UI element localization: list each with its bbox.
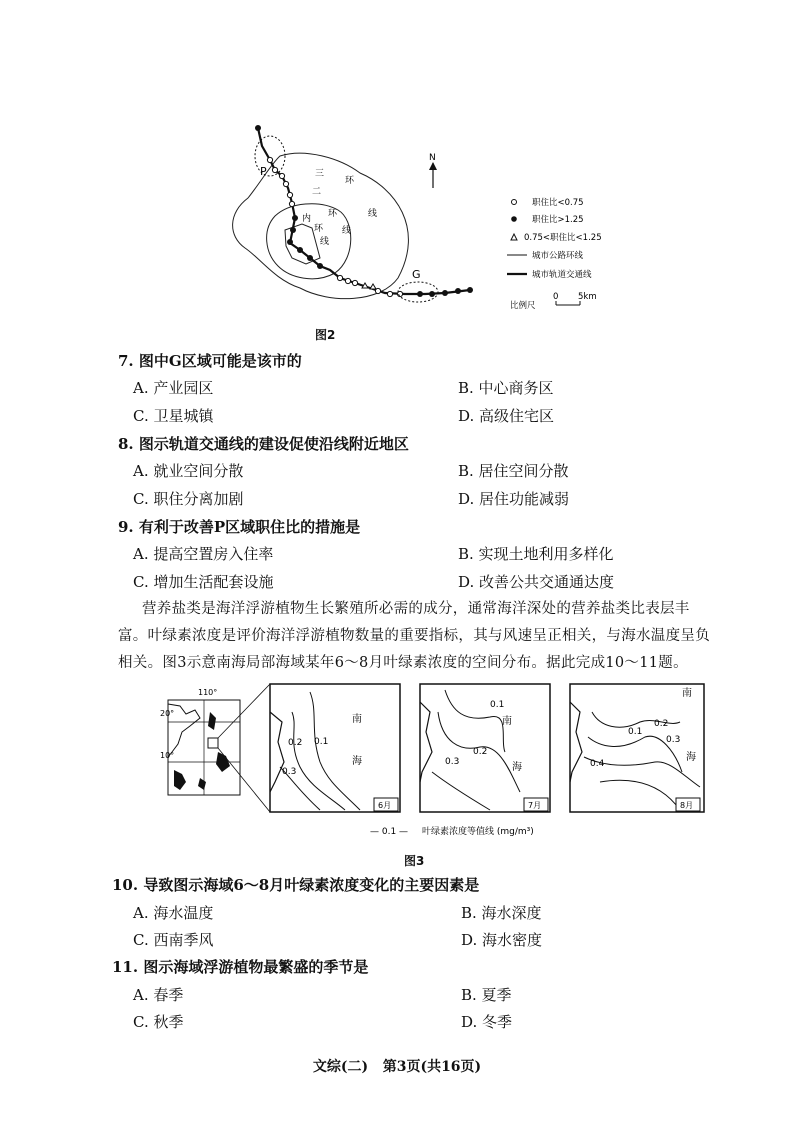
june-label-1: 0.2	[288, 738, 303, 748]
ring3-char: 三	[315, 169, 325, 179]
question-9-stem: 9. 有利于改善P区域职住比的措施是	[118, 518, 361, 536]
isoline-legend-sample: — 0.1 —	[370, 827, 409, 837]
august-label-1: 0.2	[654, 719, 669, 729]
ring3-char: 线	[368, 209, 378, 219]
ring2-char: 线	[342, 226, 352, 236]
stations-low-ratio	[267, 157, 402, 296]
q10-option-c[interactable]: C. 西南季风	[133, 931, 214, 949]
figure2-caption: 图2	[315, 328, 336, 342]
q8-option-a[interactable]: A. 就业空间分散	[133, 462, 244, 480]
ring2-char: 环	[328, 209, 338, 219]
scale-label: 比例尺	[510, 301, 536, 311]
rail-transit-line	[258, 128, 470, 294]
question-8-stem: 8. 图示轨道交通线的建设促使沿线附近地区	[118, 435, 409, 453]
ring1-char: 内	[302, 214, 312, 224]
legend-road: 城市公路环线	[532, 251, 584, 261]
june-month: 6月	[378, 801, 392, 810]
passage-line-2: 富。叶绿素浓度是评价海洋浮游植物数量的重要指标，其与风速呈正相关，与海水温度呈负	[118, 628, 710, 644]
figure2-city-map	[220, 118, 640, 318]
q10-option-b[interactable]: B. 海水深度	[461, 904, 542, 922]
panel-june	[270, 684, 400, 812]
august-label-2: 0.1	[628, 727, 643, 737]
june-label-2: 0.1	[314, 737, 329, 747]
legend-low: 职住比<0.75	[532, 198, 584, 208]
august-sea-2: 海	[686, 752, 696, 763]
july-sea-2: 海	[512, 762, 522, 773]
ring2-char: 二	[312, 187, 322, 197]
july-month: 7月	[528, 801, 542, 810]
inset-lat20: 20°	[160, 709, 175, 718]
q9-option-c[interactable]: C. 增加生活配套设施	[133, 573, 274, 591]
july-label-2: 0.2	[473, 747, 488, 757]
q10-option-d[interactable]: D. 海水密度	[461, 931, 543, 949]
north-arrow-icon	[429, 162, 437, 188]
ring1-char: 线	[320, 237, 330, 247]
july-label-1: 0.1	[490, 700, 505, 710]
q7-option-b[interactable]: B. 中心商务区	[458, 379, 554, 397]
question-7-stem: 7. 图中G区域可能是该市的	[118, 352, 302, 370]
june-sea-2: 海	[352, 756, 362, 767]
scale-zero: 0	[553, 292, 559, 302]
inset-lon: 110°	[198, 688, 218, 697]
q9-option-a[interactable]: A. 提高空置房入住率	[133, 545, 274, 563]
legend-rail: 城市轨道交通线	[532, 270, 592, 280]
august-label-4: 0.4	[590, 759, 605, 769]
q11-option-a[interactable]: A. 春季	[133, 986, 184, 1004]
august-month: 8月	[680, 801, 694, 810]
stations-high-ratio	[255, 125, 473, 297]
q9-option-b[interactable]: B. 实现土地利用多样化	[458, 545, 614, 563]
ring3-char: 环	[345, 176, 355, 186]
figure3-caption: 图3	[404, 854, 425, 868]
north-label: N	[429, 153, 436, 163]
august-sea-1: 南	[682, 688, 692, 699]
q8-option-b[interactable]: B. 居住空间分散	[458, 462, 569, 480]
june-label-3: 0.3	[282, 767, 297, 777]
q7-option-c[interactable]: C. 卫星城镇	[133, 407, 214, 425]
august-label-3: 0.3	[666, 735, 681, 745]
label-p: P	[260, 165, 267, 178]
inset-lat10: 10°	[160, 751, 175, 760]
q8-option-c[interactable]: C. 职住分离加剧	[133, 490, 244, 508]
q7-option-a[interactable]: A. 产业园区	[133, 379, 214, 397]
ring1-char: 环	[314, 224, 324, 234]
q10-option-a[interactable]: A. 海水温度	[133, 904, 214, 922]
inset-locator-map	[168, 684, 270, 812]
legend-mid: 0.75<职住比<1.25	[524, 233, 602, 243]
passage-line-1: 营养盐类是海洋浮游植物生长繁殖所必需的成分，通常海洋深处的营养盐类比表层丰	[142, 601, 690, 617]
q9-option-d[interactable]: D. 改善公共交通通达度	[458, 573, 615, 591]
page-footer: 文综(二) 第3页(共16页)	[312, 1059, 482, 1075]
figure3-chlorophyll-maps	[160, 682, 720, 842]
june-sea-1: 南	[352, 714, 362, 725]
legend-high: 职住比>1.25	[532, 215, 584, 225]
july-label-3: 0.3	[445, 757, 460, 767]
scale-km: 5km	[578, 292, 597, 302]
question-10-stem: 10. 导致图示海域6～8月叶绿素浓度变化的主要因素是	[112, 876, 480, 894]
panel-august	[570, 684, 704, 812]
passage-line-3: 相关。图3示意南海局部海域某年6～8月叶绿素浓度的空间分布。据此完成10～11题。	[118, 655, 688, 671]
question-11-stem: 11. 图示海域浮游植物最繁盛的季节是	[112, 958, 369, 976]
passage	[118, 596, 710, 677]
isoline-legend-text: 叶绿素浓度等值线 (mg/m³)	[422, 827, 534, 837]
july-sea-1: 南	[502, 716, 512, 727]
q11-option-b[interactable]: B. 夏季	[461, 986, 512, 1004]
q11-option-c[interactable]: C. 秋季	[133, 1013, 184, 1031]
q11-option-d[interactable]: D. 冬季	[461, 1013, 513, 1031]
q8-option-d[interactable]: D. 居住功能减弱	[458, 490, 570, 508]
q7-option-d[interactable]: D. 高级住宅区	[458, 407, 555, 425]
label-g: G	[412, 268, 421, 281]
